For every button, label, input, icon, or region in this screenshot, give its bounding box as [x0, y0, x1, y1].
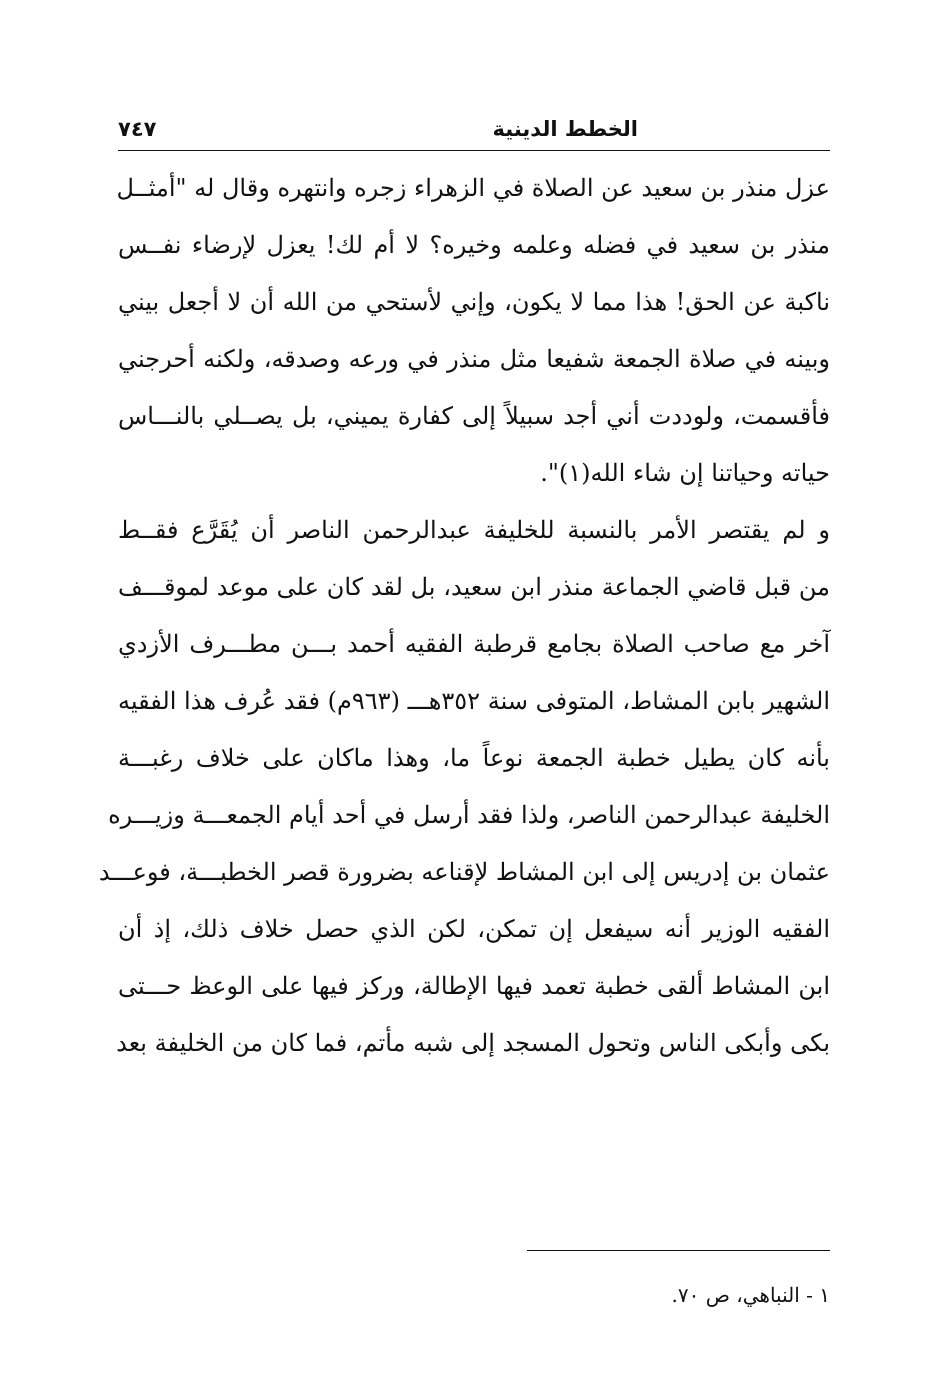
text-line: الفقيه الوزير أنه سيفعل إن تمكن، لكن الذي حصل خلاف ذلك، إذ أن — [118, 915, 830, 943]
text-line: عثمان بن إدريس إلى ابن المشاط لإقناعه بضرورة قصر الخطبـــة، فوعـــد — [98, 858, 830, 886]
page-number: ٧٤٧ — [118, 117, 157, 141]
footnote-divider — [527, 1250, 830, 1251]
text-line: ناكبة عن الحق! هذا مما لا يكون، وإني لأستحي من الله أن لا أجعل بيني — [118, 288, 830, 316]
text-line: حياته وحياتنا إن شاء الله(١)". — [540, 459, 830, 487]
footnote: ١ - النباهي، ص ٧٠. — [671, 1283, 830, 1307]
running-title: الخطط الدينية — [492, 117, 638, 141]
text-line: ابن المشاط ألقى خطبة تعمد فيها الإطالة، وركز فيها على الوعظ حـــتى — [118, 972, 830, 1000]
text-line: بأنه كان يطيل خطبة الجمعة نوعاً ما، وهذا ماكان على خلاف رغبـــة — [118, 744, 830, 772]
text-line: عزل منذر بن سعيد عن الصلاة في الزهراء زجره وانتهره وقال له "أمثــل — [116, 174, 830, 202]
text-line: آخر مع صاحب الصلاة بجامع قرطبة الفقيه أحمد بـــن مطـــرف الأزدي — [118, 630, 830, 658]
paragraph-2 — [98, 502, 831, 1072]
running-header — [118, 112, 830, 150]
text-line: الشهير بابن المشاط، المتوفى سنة ٣٥٢هـــ (٩٦٣م) فقد عُرف هذا الفقيه — [118, 687, 831, 715]
body-text — [98, 160, 831, 1072]
text-line: من قبل قاضي الجماعة منذر ابن سعيد، بل لقد كان على موعد لموقـــف — [118, 573, 830, 601]
text-line: فأقسمت، ولوددت أني أجد سبيلاً إلى كفارة يميني، بل يصــلي بالنـــاس — [118, 402, 830, 430]
text-line: و لم يقتصر الأمر بالنسبة للخليفة عبدالرحمن الناصر أن يُقَرَّع فقــط — [118, 516, 830, 544]
text-line: وبينه في صلاة الجمعة شفيعا مثل منذر في ورعه وصدقه، ولكنه أحرجني — [118, 345, 830, 373]
paragraph-1 — [118, 160, 830, 502]
text-line: الخليفة عبدالرحمن الناصر، ولذا فقد أرسل في أحد أيام الجمعـــة وزيـــره — [108, 801, 830, 829]
text-line: بكى وأبكى الناس وتحول المسجد إلى شبه مأتم، فما كان من الخليفة بعد — [116, 1029, 830, 1057]
text-line: منذر بن سعيد في فضله وعلمه وخيره؟ لا أم لك! يعزل لإرضاء نفــس — [118, 231, 830, 259]
header-divider — [118, 150, 830, 151]
